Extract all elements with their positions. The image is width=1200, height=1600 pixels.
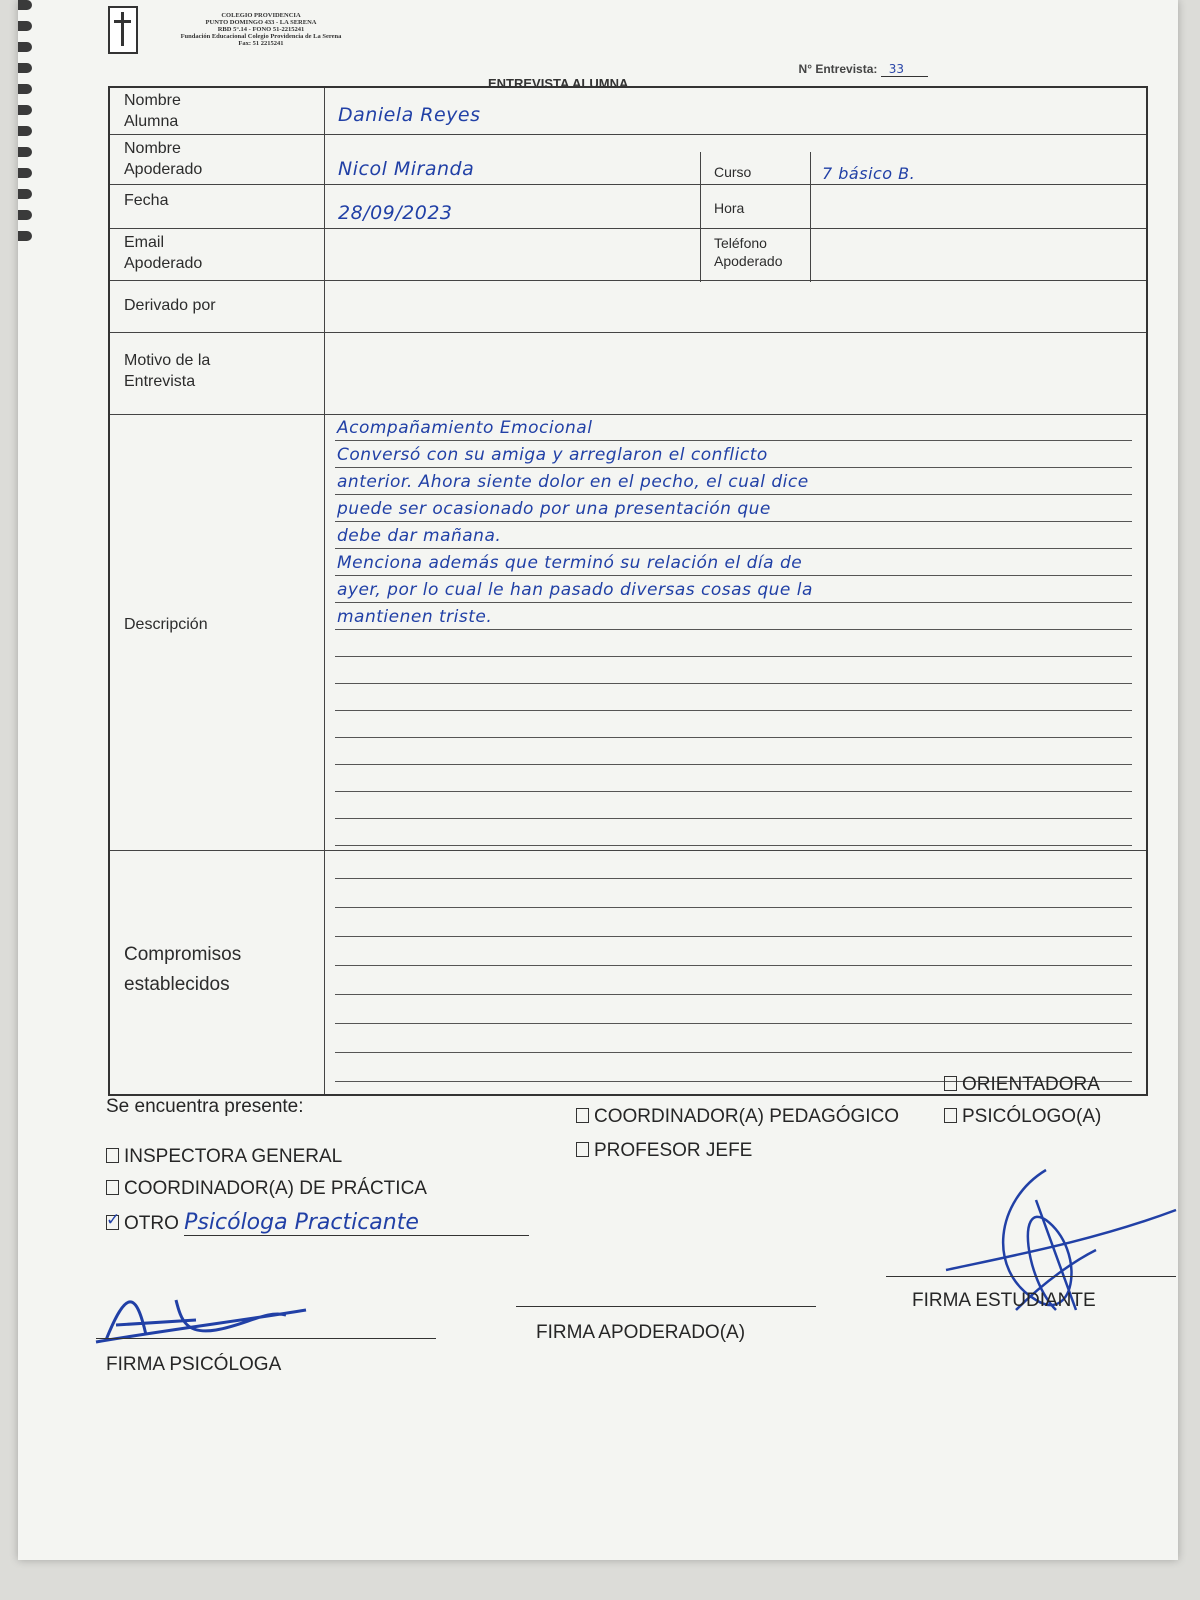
compromisos-label: Compromisos establecidos: [124, 944, 242, 995]
row-nombre-apoderado: [110, 134, 1146, 185]
descripcion-line: [335, 711, 1132, 738]
compromisos-line: [335, 879, 1132, 908]
psychologist-signature-icon: [86, 1280, 346, 1360]
option-psicologo[interactable]: PSICÓLOGO(A): [944, 1106, 1101, 1128]
school-logo-icon: [108, 6, 138, 54]
interview-number-value[interactable]: 33: [881, 62, 928, 77]
nombre-apoderado-value[interactable]: Nicol Miranda: [338, 158, 475, 180]
spiral-binding: [18, 0, 32, 280]
option-otro[interactable]: ✓OTRO Psicóloga Practicante: [106, 1210, 529, 1235]
telefono-label: Teléfono Apoderado: [714, 235, 783, 269]
email-label: Email Apoderado: [124, 234, 203, 272]
compromisos-line: [335, 1024, 1132, 1053]
interview-form: [108, 86, 1148, 1096]
option-profesor-jefe[interactable]: PROFESOR JEFE: [576, 1140, 752, 1162]
nombre-alumna-label: Nombre Alumna: [124, 92, 181, 130]
descripcion-line: [335, 738, 1132, 765]
row-nombre-alumna: [110, 88, 1146, 135]
row-motivo: [110, 332, 1146, 415]
option-inspectora-general[interactable]: INSPECTORA GENERAL: [106, 1146, 342, 1168]
descripcion-line: [335, 684, 1132, 711]
compromisos-line: [335, 995, 1132, 1024]
attendance-title: Se encuentra presente:: [106, 1096, 304, 1117]
checkbox-icon[interactable]: [106, 1148, 119, 1163]
descripcion-line: puede ser ocasionado por una presentación que: [335, 495, 1132, 522]
descripcion-line: anterior. Ahora siente dolor en el pecho, el cual dice: [335, 468, 1132, 495]
guardian-signature-label: FIRMA APODERADO(A): [536, 1322, 746, 1343]
descripcion-line: Acompañamiento Emocional: [335, 414, 1132, 441]
checkbox-icon[interactable]: [576, 1108, 589, 1123]
descripcion-line: debe dar mañana.: [335, 522, 1132, 549]
nombre-apoderado-label: Nombre Apoderado: [124, 140, 203, 178]
descripcion-line: Conversó con su amiga y arreglaron el conflicto: [335, 441, 1132, 468]
descripcion-line: ayer, por lo cual le han pasado diversas cosas que la: [335, 576, 1132, 603]
signatures-section: [106, 1250, 1166, 1410]
compromisos-lines[interactable]: [335, 850, 1132, 1082]
curso-value[interactable]: 7 básico B.: [822, 164, 916, 183]
checkbox-icon[interactable]: [944, 1076, 957, 1091]
hora-label: Hora: [714, 200, 745, 216]
fecha-value[interactable]: 28/09/2023: [338, 202, 453, 224]
fecha-label: Fecha: [124, 192, 169, 209]
row-derivado: [110, 280, 1146, 333]
descripcion-lines[interactable]: [335, 414, 1132, 846]
descripcion-line: [335, 819, 1132, 846]
descripcion-line: [335, 765, 1132, 792]
otro-value[interactable]: Psicóloga Practicante: [184, 1210, 529, 1236]
compromisos-line: [335, 850, 1132, 879]
row-descripcion: [110, 414, 1146, 851]
descripcion-line: [335, 630, 1132, 657]
nombre-alumna-value[interactable]: Daniela Reyes: [338, 104, 481, 126]
checked-checkbox-icon[interactable]: [106, 1215, 119, 1230]
form-page: [18, 0, 1178, 1560]
option-orientadora[interactable]: ORIENTADORA: [944, 1074, 1100, 1096]
row-compromisos: [110, 850, 1146, 1096]
compromisos-line: [335, 908, 1132, 937]
school-info: COLEGIO PROVIDENCIA PUNTO DOMINGO 433 - LA SERENA RBD 5°.14 - FONO 51-2215241 Fundación Educacional Colegio Providencia de La Serena Fax: 51 2215241: [180, 12, 342, 47]
checkbox-icon[interactable]: [944, 1108, 957, 1123]
descripcion-label: Descripción: [124, 616, 208, 633]
curso-label: Curso: [714, 164, 752, 180]
descripcion-line: [335, 792, 1132, 819]
compromisos-line: [335, 937, 1132, 966]
interview-number-label: N° Entrevista:: [798, 62, 878, 76]
psychologist-signature-label: FIRMA PSICÓLOGA: [106, 1354, 282, 1375]
descripcion-line: mantienen triste.: [335, 603, 1132, 630]
row-fecha: [110, 184, 1146, 229]
option-coordinador-pedagogico[interactable]: COORDINADOR(A) PEDAGÓGICO: [576, 1106, 899, 1128]
row-email: [110, 228, 1146, 281]
interview-number: [799, 62, 928, 76]
checkbox-icon[interactable]: [576, 1142, 589, 1157]
descripcion-line: Menciona además que terminó su relación el día de: [335, 549, 1132, 576]
form-title: ENTREVISTA ALUMNA: [488, 76, 629, 91]
motivo-label: Motivo de la Entrevista: [124, 352, 211, 390]
derivado-label: Derivado por: [124, 297, 216, 314]
school-header: [98, 6, 458, 66]
descripcion-line: [335, 657, 1132, 684]
checkbox-icon[interactable]: [106, 1180, 119, 1195]
compromisos-line: [335, 966, 1132, 995]
student-signature-label: FIRMA ESTUDIANTE: [912, 1290, 1096, 1311]
option-coordinador-practica[interactable]: COORDINADOR(A) DE PRÁCTICA: [106, 1178, 427, 1200]
